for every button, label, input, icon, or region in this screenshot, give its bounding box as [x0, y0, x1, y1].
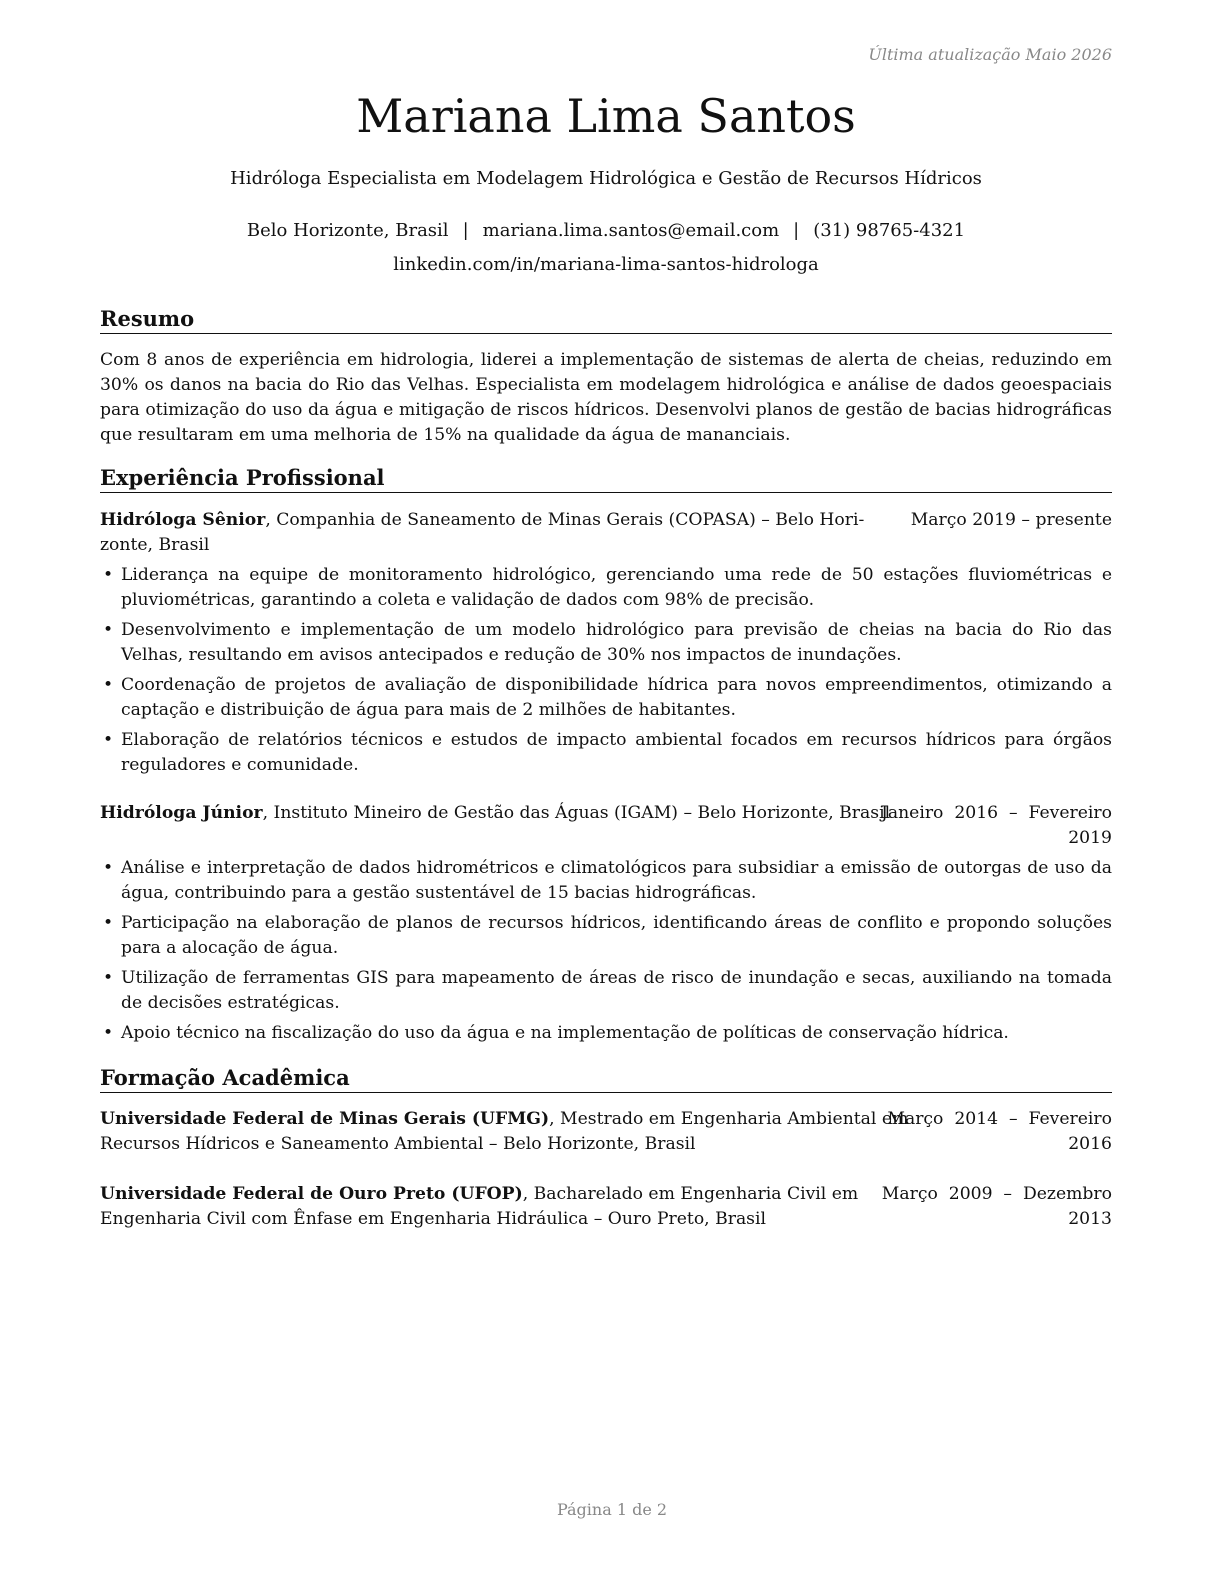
- education-school: Universidade Federal de Minas Gerais (UFMG): [100, 1109, 550, 1129]
- list-item: [100, 673, 1112, 723]
- list-item-text: Análise e interpretação de dados hidrométricos e climatológicos para subsidiar a emissão de outorgas de uso da água, contribuindo para a gestão sustentável de 15 bacias hidrográficas.: [121, 858, 1112, 903]
- education-dates: [882, 1182, 1112, 1232]
- job-role: Hidróloga Sênior: [100, 510, 266, 530]
- education-degree-cont: Engenharia Civil com Ênfase em Engenharia Hidráulica – Ouro Preto, Brasil: [100, 1209, 766, 1229]
- job-dates: [881, 801, 1112, 851]
- job-role: Hidróloga Júnior: [100, 803, 263, 823]
- bullet-icon: •: [103, 1023, 114, 1043]
- education-degree-cont: Recursos Hídricos e Saneamento Ambiental – Belo Horizonte, Brasil: [100, 1134, 696, 1154]
- education-title-block: [100, 1182, 940, 1232]
- education-item: [100, 1107, 1112, 1157]
- bullet-icon: •: [103, 858, 114, 878]
- job-dates-start: Janeiro 2016 – Fevereiro: [880, 803, 1112, 823]
- bullet-icon: •: [103, 730, 114, 750]
- contact-line: [100, 219, 1112, 243]
- education-degree: , Bacharelado em Engenharia Civil em: [522, 1184, 859, 1204]
- bullet-icon: •: [103, 913, 114, 933]
- contact-email[interactable]: mariana.lima.santos@email.com: [482, 220, 780, 241]
- list-item-text: Participação na elaboração de planos de recursos hídricos, identificando áreas de conflito e propondo soluções para a alocação de água.: [121, 913, 1112, 958]
- education-school: Universidade Federal de Ouro Preto (UFOP): [100, 1184, 523, 1204]
- list-item-text: Desenvolvimento e implementação de um modelo hidrológico para previsão de cheias na bacia do Rio das Velhas, resultando em avisos antecipados e redução de 30% nos impactos de inundações.: [121, 620, 1112, 665]
- list-item: [100, 618, 1112, 668]
- last-updated-note: Última atualização Maio 2026: [868, 45, 1112, 64]
- page-number: Página 1 de 2: [556, 1500, 668, 1519]
- list-item: [100, 563, 1112, 613]
- education-degree: , Mestrado em Engenharia Ambiental em: [549, 1109, 909, 1129]
- contact-location: Belo Horizonte, Brasil: [246, 220, 449, 241]
- list-item: [100, 728, 1112, 778]
- contact-linkedin[interactable]: linkedin.com/in/mariana-lima-santos-hidrologa: [393, 254, 819, 275]
- bullet-icon: •: [103, 565, 114, 585]
- bullet-icon: •: [103, 620, 114, 640]
- candidate-name: Mariana Lima Santos: [356, 89, 856, 143]
- job-title-block: [100, 508, 890, 558]
- bullet-icon: •: [103, 968, 114, 988]
- education-dates-end: 2016: [1068, 1134, 1112, 1154]
- education-dates-end: 2013: [1068, 1209, 1112, 1229]
- job-organization: , Instituto Mineiro de Gestão das Águas (IGAM) – Belo Horizonte, Brasil: [262, 803, 891, 823]
- job-bullet-list: [100, 856, 1112, 1051]
- bullet-icon: •: [103, 675, 114, 695]
- summary-text: Com 8 anos de experiência em hidrologia, liderei a implementação de sistemas de alerta de cheias, reduzindo em 30% os danos na bacia do Rio das Velhas. Especialista em modelagem hidrológica e análise de dados geoespaciais para otimização do uso da água e mitigação de riscos hídricos. Desenvolvi planos de gestão de bacias hidrográficas que resultaram em uma melhoria de 15% na qualidade da água de mananciais.: [100, 350, 1112, 445]
- list-item: [100, 1021, 1112, 1046]
- contact-separator: |: [793, 220, 800, 241]
- contact-separator: |: [462, 220, 469, 241]
- list-item-text: Utilização de ferramentas GIS para mapeamento de áreas de risco de inundação e secas, auxiliando na tomada de decisões estratégicas.: [121, 968, 1112, 1013]
- education-dates: [887, 1107, 1112, 1157]
- education-item: [100, 1182, 1112, 1232]
- education-title-block: [100, 1107, 940, 1157]
- list-item: [100, 966, 1112, 1016]
- candidate-headline: Hidróloga Especialista em Modelagem Hidrológica e Gestão de Recursos Hídricos: [230, 168, 982, 189]
- job-organization-cont: zonte, Brasil: [100, 535, 210, 555]
- education-dates-start: Março 2014 – Fevereiro: [887, 1109, 1112, 1129]
- list-item-text: Elaboração de relatórios técnicos e estudos de impacto ambiental focados em recursos hídricos para órgãos reguladores e comunidade.: [121, 730, 1112, 775]
- job-header: [100, 801, 1112, 851]
- section-title-summary: Resumo: [100, 306, 1112, 334]
- job-organization: , Companhia de Saneamento de Minas Gerais (COPASA) – Belo Hori-: [265, 510, 865, 530]
- list-item-text: Coordenação de projetos de avaliação de disponibilidade hídrica para novos empreendimentos, otimizando a captação e distribuição de água para mais de 2 milhões de habitantes.: [121, 675, 1112, 720]
- job-title-block: [100, 801, 940, 826]
- job-bullet-list: [100, 563, 1112, 783]
- list-item-text: Liderança na equipe de monitoramento hidrológico, gerenciando uma rede de 50 estações fluviométricas e pluviométricas, garantindo a coleta e validação de dados com 98% de precisão.: [121, 565, 1112, 610]
- job-header: [100, 508, 1112, 558]
- job-dates-end: 2019: [1068, 828, 1112, 848]
- section-title-education: Formação Acadêmica: [100, 1065, 1112, 1093]
- job-dates: Março 2019 – presente: [910, 510, 1112, 530]
- list-item: [100, 911, 1112, 961]
- list-item-text: Apoio técnico na fiscalização do uso da água e na implementação de políticas de conservação hídrica.: [121, 1023, 1009, 1043]
- section-title-experience: Experiência Profissional: [100, 465, 1112, 493]
- contact-phone[interactable]: (31) 98765-4321: [813, 220, 966, 241]
- education-dates-start: Março 2009 – Dezembro: [881, 1184, 1112, 1204]
- list-item: [100, 856, 1112, 906]
